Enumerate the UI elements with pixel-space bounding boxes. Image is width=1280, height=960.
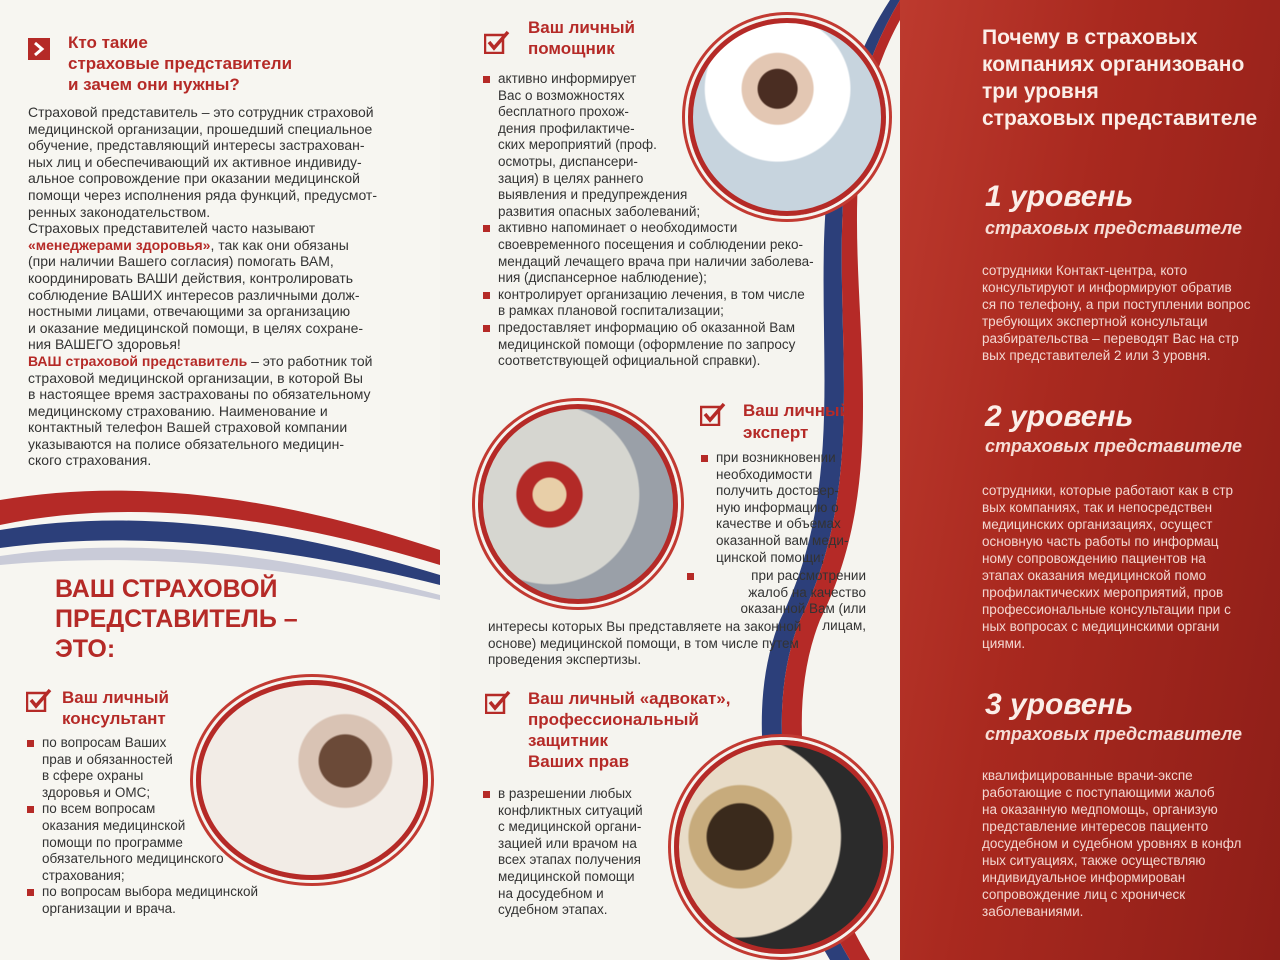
checkbox-check-icon: [700, 402, 726, 426]
intro-text: Страховой представитель – это сотрудник страховой медицинской организации, прошедший специальное обучение, представляющий интересы застрахован- ных лиц и обеспечивающий их активное индивиду- альное сопровождение при оказании медицинской помощи через исполнения ряда функций, предусмот- ренных законодательством. Страховых представителей часто называют «менеджерами здоровья», так как они обязаны (при наличии Вашего согласия) помогать ВАМ, координировать ВАШИ действия, контролировать соблюдение ВАШИХ интересов различными долж- ностными лицами, отвечающими за организацию и оказание медицинской помощи, в целях сохране- ния ВАШЕГО здоровья! ВАШ страховой представитель – это работник той страховой медицинской организации, в которой Вы в настоящее время застрахованы по обязательному медицинскому страхованию. Наименование и контактный телефон Вашей страховой компании указываются на полисе обязательного медицин- ского страхования.: [28, 104, 377, 469]
level-1-title: 1 уровень: [985, 180, 1134, 213]
arrow-right-icon: [28, 38, 50, 60]
list-item: по вопросам Ваших прав и обязанностей в сфере охраны здоровья и ОМС;: [26, 735, 296, 801]
advocate-list: [482, 786, 664, 919]
level-2-title: 2 уровень: [985, 400, 1134, 433]
list-item: по вопросам выбора медицинской организации и врача.: [26, 884, 296, 917]
list-item: в разрешении любых конфликтных ситуаций с медицинской органи- зацией или врачом на всех этапах получения медицинской помощи на досудебном и судебном этапах.: [482, 786, 664, 919]
advocate-title: Ваш личный «адвокат», профессиональный защитник Ваших прав: [528, 689, 731, 771]
your-rep-highlight: ВАШ страховой представитель: [28, 352, 248, 369]
checkbox-check-icon: [26, 688, 52, 712]
level-3-text: квалифицированные врачи-экспе работающие с поступающими жалоб на оказанную медпомощь, организую представление интересов пациенто досудебном и судебном уровнях в конфл ных ситуациях, также осуществляю индивидуальное информирован сопровождение лиц с хроническ заболеваниями.: [982, 768, 1242, 919]
list-item: при рассмотрении жалоб на качество оказанной Вам (или лицам,: [686, 568, 866, 634]
level-1-text: сотрудники Контакт-центра, кото консультируют и информируют обратив ся по телефону, а при поступлении вопрос требующих экспертной консультаци разбирательства – переводят Вас на стр вых представителей 2 или 3 уровня.: [982, 263, 1251, 363]
expert-tail-text: интересы которых Вы представляете на законной основе) медицинской помощи, в том числе путем проведения экспертизы.: [488, 619, 802, 668]
level-2-text: сотрудники, которые работают как в стр вых компаниях, так и непосредствен медицинских организациях, осущест основную часть работы по информац ному сопровождению пациентов на этапах оказания медицинской помо профилактических мероприятий, пров профессиональные консультации при с ных вопросах с медицинскими органи циями.: [982, 483, 1234, 651]
list-item: контролирует организацию лечения, в том числе в рамках плановой госпитализации;: [482, 287, 882, 320]
checkbox-check-icon: [485, 690, 511, 714]
expert-photo: [478, 404, 678, 604]
section-title-who: Кто такие страховые представители и зачем они нужны?: [68, 33, 293, 94]
big-heading: ВАШ СТРАХОВОЙ ПРЕДСТАВИТЕЛЬ – ЭТО:: [55, 575, 298, 663]
checkbox-check-icon: [484, 30, 510, 54]
list-item: предоставляет информацию об оказанной Вам медицинской помощи (оформление по запросу соответствующей официальной справки).: [482, 320, 882, 370]
consultant-title: Ваш личный консультант: [62, 688, 169, 728]
health-managers-highlight: «менеджерами здоровья»: [28, 236, 211, 253]
list-item: активно напоминает о необходимости своевременного посещения и соблюдении реко- мендаций лечащего врача при наличии заболева- ния (диспансерное наблюдение);: [482, 220, 882, 286]
level-3-title: 3 уровень: [985, 688, 1134, 721]
list-item: при возникновении необходимости получить достовер- ную информацию о качестве и объемах оказанной вам меди- цинской помощи;: [700, 450, 870, 566]
helper-photo: [688, 18, 886, 216]
consultant-photo: [196, 680, 428, 880]
level-1-subtitle: страховых представителе: [985, 218, 1243, 238]
expert-list: [700, 450, 870, 566]
expert-title: Ваш личный эксперт: [743, 401, 850, 442]
advocate-photo: [674, 740, 888, 954]
list-item: активно информирует Вас о возможностях бесплатного прохож- дения профилактиче- ских мероприятий (проф. осмотры, диспансери- зация) в целях раннего выявления и предупреждения развития опасных заболеваний;: [482, 71, 882, 220]
levels-heading: Почему в страховых компаниях организовано три уровня страховых представителе: [982, 26, 1258, 130]
list-item: по всем вопросам оказания медицинской помощи по программе обязательного медицинского страхования;: [26, 801, 296, 884]
level-2-subtitle: страховых представителе: [985, 436, 1243, 456]
level-3-subtitle: страховых представителе: [985, 724, 1243, 744]
helper-title: Ваш личный помощник: [528, 18, 635, 58]
